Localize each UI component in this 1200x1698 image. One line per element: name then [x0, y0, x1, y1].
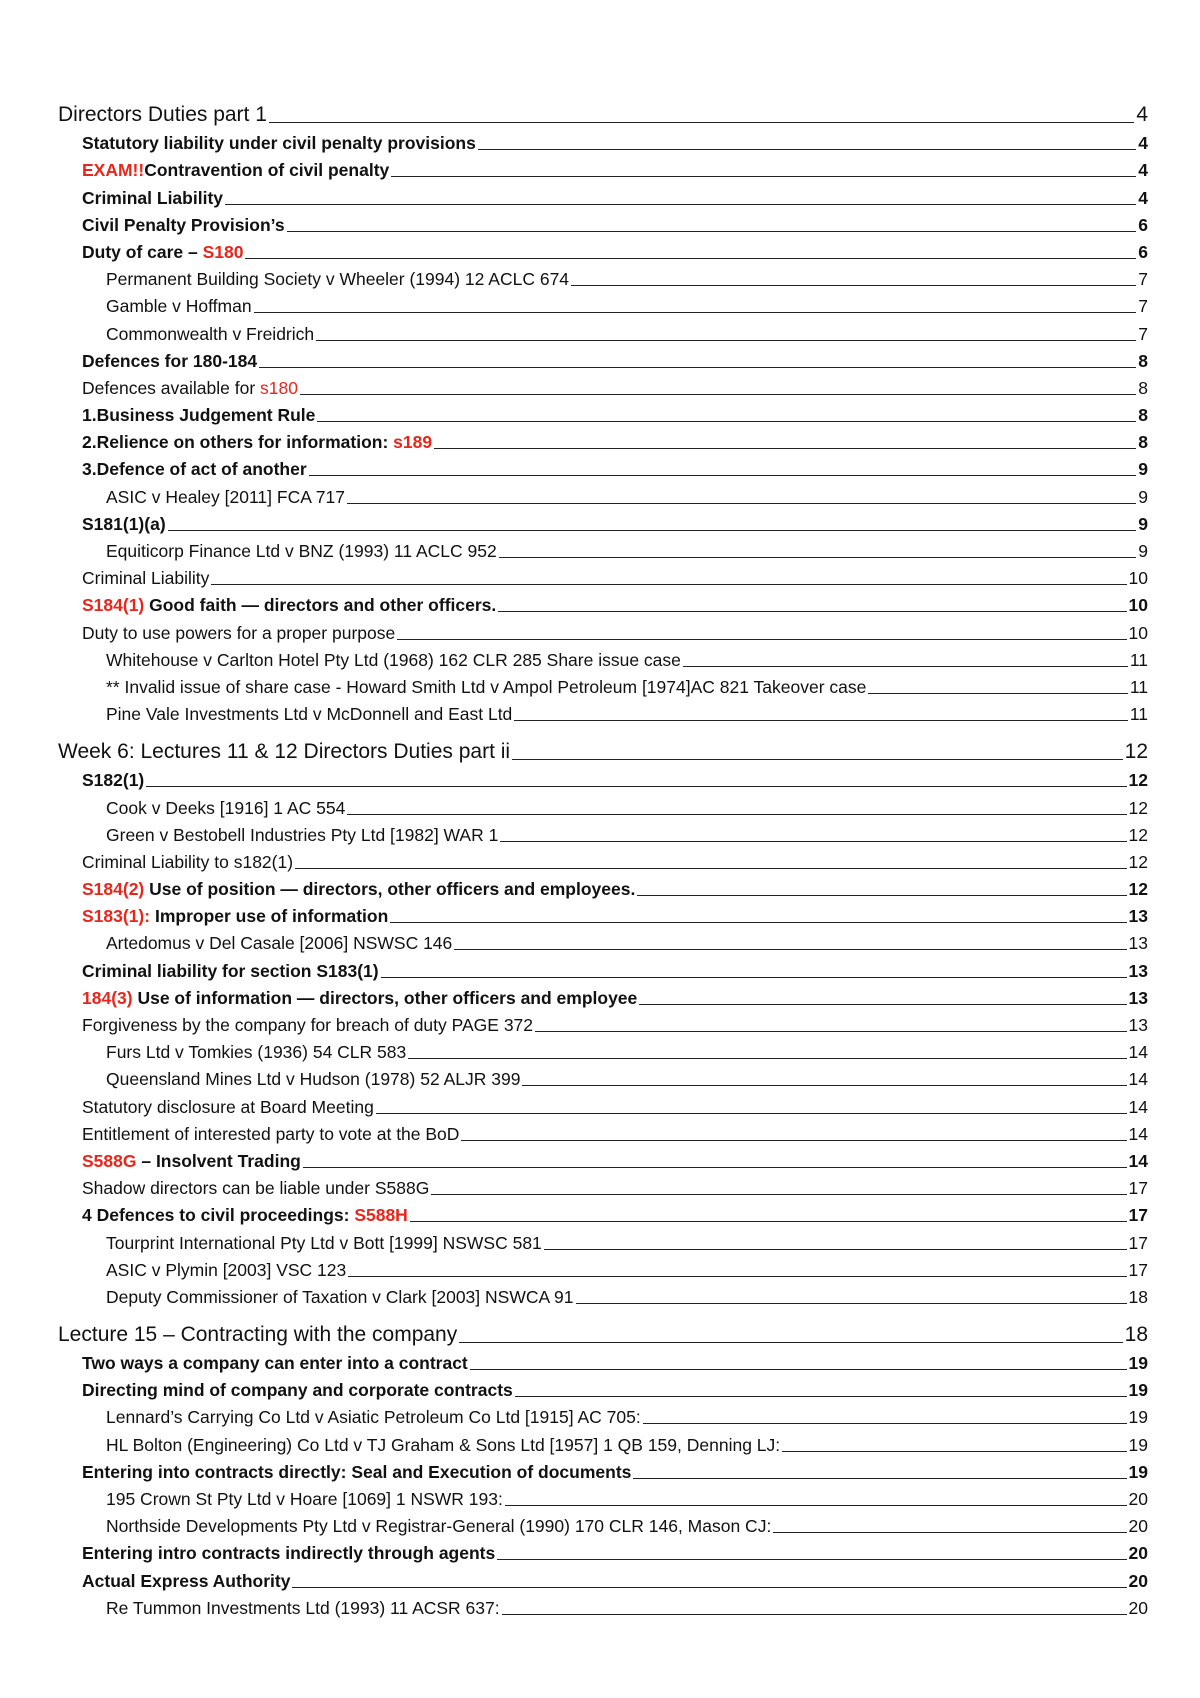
toc-leader-line [292, 1587, 1126, 1588]
toc-entry[interactable] [58, 616, 1148, 643]
toc-entry-title [82, 351, 257, 372]
toc-page-number: 12 [1128, 770, 1148, 791]
toc-page-number: 6 [1138, 241, 1148, 262]
toc-leader-line [347, 503, 1136, 504]
toc-page-number: 9 [1138, 459, 1148, 480]
toc-entry[interactable] [58, 372, 1148, 399]
toc-leader-line [498, 611, 1126, 612]
toc-leader-line [303, 1167, 1127, 1168]
toc-title-text: Entitlement of interested party to vote at the BoD [82, 1123, 460, 1144]
toc-entry[interactable] [58, 589, 1148, 616]
toc-leader-line [259, 367, 1136, 368]
toc-entry-title [106, 324, 314, 345]
toc-title-text: Duty to use powers for a proper purpose [82, 622, 396, 643]
toc-title-text: ** Invalid issue of share case - Howard Smith Ltd v Ampol Petroleum [1974]AC 821 Takeover case [106, 676, 867, 697]
toc-page-number: 14 [1128, 1096, 1148, 1117]
toc-entry[interactable] [58, 1347, 1148, 1374]
toc-leader-line [515, 1396, 1127, 1397]
toc-title-highlight: S180 [202, 241, 244, 262]
toc-entry[interactable] [58, 535, 1148, 562]
toc-title-text: ASIC v Healey [2011] FCA 717 [106, 486, 345, 507]
toc-page-number: 8 [1138, 350, 1148, 371]
toc-entry-title [82, 961, 379, 982]
toc-title-text: Gamble v Hoffman [106, 296, 252, 317]
toc-leader-line [639, 1004, 1126, 1005]
toc-title-text: 1.Business Judgement Rule [82, 405, 316, 426]
toc-entry[interactable] [58, 1510, 1148, 1537]
toc-title-text: Statutory disclosure at Board Meeting [82, 1096, 374, 1117]
toc-page-number: 10 [1128, 622, 1148, 643]
toc-entry-title [82, 514, 166, 535]
toc-leader-line [348, 1276, 1126, 1277]
toc-entry-title [82, 160, 389, 181]
toc-entry-title [106, 1260, 346, 1281]
toc-title-text: Northside Developments Pty Ltd v Registrar-General (1990) 170 CLR 146, Mason CJ: [106, 1516, 772, 1537]
toc-leader-line [683, 666, 1128, 667]
toc-page-number: 14 [1128, 1042, 1148, 1063]
toc-page-number: 4 [1138, 133, 1148, 154]
toc-entry-title [82, 623, 395, 644]
toc-entry-title [106, 1407, 641, 1428]
toc-page-number: 19 [1128, 1407, 1148, 1428]
toc-entry[interactable] [58, 954, 1148, 981]
toc-entry-title [106, 269, 569, 290]
toc-title-text: Forgiveness by the company for breach of duty PAGE 372 [82, 1015, 534, 1035]
toc-leader-line [245, 258, 1136, 259]
toc-leader-line [347, 814, 1126, 815]
toc-page-number: 17 [1128, 1232, 1148, 1253]
toc-leader-line [381, 977, 1127, 978]
toc-entry[interactable] [58, 1537, 1148, 1564]
toc-entry-title [106, 933, 452, 954]
toc-entry-title [106, 704, 512, 725]
toc-title-text: – Insolvent Trading [136, 1150, 301, 1171]
toc-page-number: 7 [1138, 269, 1148, 290]
toc-entry[interactable] [58, 644, 1148, 671]
toc-title-highlight: S184(1) [82, 595, 145, 616]
toc-entry[interactable] [58, 698, 1148, 725]
toc-leader-line [502, 1614, 1127, 1615]
toc-entry-title [106, 541, 497, 562]
toc-entry-title [106, 677, 866, 698]
toc-entry-title [106, 1287, 574, 1308]
toc-page-number: 18 [1128, 1286, 1148, 1307]
toc-title-text: Entering into contracts directly: Seal and Execution of documents [82, 1461, 632, 1482]
toc-entry-title [82, 133, 476, 154]
toc-title-text: Pine Vale Investments Ltd v McDonnell and East Ltd [106, 704, 513, 725]
toc-title-text: Permanent Building Society v Wheeler (1994) 12 ACLC 674 [106, 269, 570, 290]
toc-entry[interactable] [58, 1401, 1148, 1428]
toc-entry[interactable] [58, 154, 1148, 181]
toc-entry[interactable] [58, 1281, 1148, 1308]
toc-page-number: 6 [1138, 214, 1148, 235]
toc-entry[interactable] [58, 1090, 1148, 1117]
toc-page-number: 7 [1138, 296, 1148, 317]
toc-title-text: S182(1) [82, 770, 145, 791]
toc-entry-title [106, 487, 345, 508]
toc-entry-title [82, 906, 388, 927]
toc-leader-line [773, 1532, 1126, 1533]
toc-entry[interactable] [58, 1564, 1148, 1591]
toc-title-text: Furs Ltd v Tomkies (1936) 54 CLR 583 [106, 1042, 407, 1063]
toc-leader-line [431, 1194, 1126, 1195]
toc-entry-title [58, 103, 267, 127]
toc-title-text: ASIC v Plymin [2003] VSC 123 [106, 1259, 347, 1280]
toc-title-text: Defences for 180-184 [82, 350, 258, 371]
toc-leader-line [295, 868, 1126, 869]
toc-entry[interactable] [58, 399, 1148, 426]
toc-entry-title [82, 188, 223, 209]
toc-entry[interactable] [58, 1592, 1148, 1619]
toc-page-number: 19 [1128, 1434, 1148, 1455]
toc-entry[interactable] [58, 236, 1148, 263]
toc-entry-title [82, 852, 293, 873]
toc-entry[interactable] [58, 764, 1148, 791]
toc-page-number: 13 [1128, 933, 1148, 954]
toc-entry[interactable] [58, 1374, 1148, 1401]
toc-leader-line [309, 475, 1137, 476]
toc-leader-line [410, 1221, 1127, 1222]
toc-leader-line [505, 1505, 1127, 1506]
toc-entry[interactable] [58, 209, 1148, 236]
toc-title-highlight: s189 [393, 432, 433, 453]
toc-title-text: Green v Bestobell Industries Pty Ltd [1982] WAR 1 [106, 824, 499, 845]
toc-title-text: Directing mind of company and corporate contracts [82, 1380, 513, 1401]
toc-page-number: 11 [1129, 704, 1148, 725]
toc-leader-line [454, 949, 1126, 950]
toc-entry[interactable] [58, 1456, 1148, 1483]
toc-page-number: 8 [1138, 377, 1148, 398]
toc-leader-line [397, 639, 1126, 640]
toc-entry-title [82, 1353, 468, 1374]
toc-title-highlight: S183(1): [82, 906, 151, 927]
toc-title-highlight: S588G [82, 1150, 137, 1171]
toc-entry-title [106, 1489, 503, 1510]
toc-entry-title [106, 296, 252, 317]
toc-leader-line [499, 557, 1137, 558]
toc-entry-title [82, 1097, 374, 1118]
toc-title-text: Equiticorp Finance Ltd v BNZ (1993) 11 ACLC 952 [106, 541, 497, 561]
toc-entry[interactable] [58, 426, 1148, 453]
toc-entry-title [82, 595, 496, 616]
toc-page-number: 9 [1138, 513, 1148, 534]
toc-entry[interactable] [58, 733, 1148, 764]
toc-entry-title [82, 568, 209, 589]
toc-page-number: 10 [1128, 568, 1148, 589]
toc-page-number: 9 [1138, 541, 1148, 561]
toc-entry-title [106, 1069, 520, 1090]
toc-entry[interactable] [58, 1009, 1148, 1036]
toc-title-text: Queensland Mines Ltd v Hudson (1978) 52 ALJR 399 [106, 1069, 521, 1090]
toc-entry-title [82, 1015, 533, 1036]
toc-leader-line [300, 394, 1136, 395]
toc-page-number: 20 [1128, 1516, 1148, 1537]
toc-title-text: Contravention of civil penalty [144, 160, 390, 181]
toc-entry[interactable] [58, 873, 1148, 900]
toc-title-text: Deputy Commissioner of Taxation v Clark [2003] NSWCA 91 [106, 1286, 574, 1307]
toc-leader-line [459, 1342, 1122, 1343]
toc-entry[interactable] [58, 900, 1148, 927]
toc-page-number: 14 [1128, 1150, 1148, 1171]
toc-leader-line [434, 448, 1136, 449]
toc-entry[interactable] [58, 562, 1148, 589]
toc-title-text: Civil Penalty Provision’s [82, 214, 285, 235]
toc-leader-line [868, 693, 1127, 694]
toc-entry[interactable] [58, 819, 1148, 846]
toc-entry-title [82, 1205, 408, 1226]
toc-page-number: 9 [1138, 486, 1148, 507]
toc-entry[interactable] [58, 508, 1148, 535]
toc-title-text: Criminal liability for section S183(1) [82, 960, 379, 981]
toc-title-text: Lennard’s Carrying Co Ltd v Asiatic Petroleum Co Ltd [1915] AC 705: [106, 1407, 641, 1428]
toc-page-number: 12 [1128, 879, 1148, 900]
toc-entry[interactable] [58, 791, 1148, 818]
toc-entry-title [82, 1543, 495, 1564]
toc-leader-line [316, 340, 1136, 341]
toc-page-number: 12 [1128, 851, 1148, 872]
toc-leader-line [390, 922, 1126, 923]
toc-page-number: 4 [1138, 160, 1148, 181]
toc-leader-line [571, 285, 1136, 286]
toc-leader-line [408, 1058, 1126, 1059]
toc-page-number: 4 [1136, 103, 1148, 126]
toc-page-number: 19 [1128, 1353, 1148, 1374]
toc-entry-title [106, 825, 498, 846]
toc-leader-line [461, 1140, 1126, 1141]
toc-leader-line [254, 312, 1137, 313]
toc-title-text: Good faith — directors and other officers. [144, 595, 497, 616]
toc-leader-line [168, 530, 1137, 531]
toc-entry-title [82, 378, 298, 399]
toc-page-number: 20 [1128, 1597, 1148, 1618]
toc-page-number: 11 [1129, 676, 1148, 697]
toc-entry-title [82, 988, 637, 1009]
toc-entry-title [82, 242, 243, 263]
toc-entry[interactable] [58, 345, 1148, 372]
toc-title-text: Improper use of information [150, 906, 389, 927]
toc-page-number: 4 [1138, 187, 1148, 208]
toc-title-text: Shadow directors can be liable under S588G [82, 1178, 430, 1199]
toc-page-number: 19 [1128, 1461, 1148, 1482]
toc-entry-title [58, 1323, 457, 1347]
toc-title-text: Cook v Deeks [1916] 1 AC 554 [106, 797, 346, 818]
toc-page-number: 20 [1128, 1489, 1148, 1509]
toc-entry-title [82, 405, 315, 426]
toc-page-number: 13 [1128, 906, 1148, 927]
toc-title-text: Criminal Liability [82, 568, 210, 589]
toc-entry-title [106, 1516, 771, 1537]
toc-title-text: Re Tummon Investments Ltd (1993) 11 ACSR 637: [106, 1597, 500, 1618]
toc-page-number: 12 [1124, 740, 1148, 764]
toc-entry[interactable] [58, 127, 1148, 154]
toc-entry-title [82, 1571, 290, 1592]
toc-page-number: 8 [1138, 432, 1148, 453]
toc-page-number: 14 [1128, 1123, 1148, 1144]
toc-page-number: 14 [1128, 1069, 1148, 1090]
toc-title-text: Tourprint International Pty Ltd v Bott [1999] NSWSC 581 [106, 1232, 542, 1253]
toc-entry[interactable] [58, 1172, 1148, 1199]
toc-title-text: Use of position — directors, other officers and employees. [144, 879, 636, 900]
toc-page-number: 13 [1128, 960, 1148, 981]
toc-title-text: Commonwealth v Freidrich [106, 323, 315, 344]
toc-title-text: S181(1)(a) [82, 513, 166, 534]
toc-entry[interactable] [58, 480, 1148, 507]
toc-entry-title [82, 459, 307, 480]
toc-entry[interactable] [58, 290, 1148, 317]
toc-page-number: 7 [1138, 323, 1148, 344]
toc-entry-title [58, 740, 510, 764]
toc-page-number: 20 [1128, 1543, 1148, 1564]
toc-title-text: Use of information — directors, other officers and employee [132, 987, 638, 1008]
toc-entry-title [106, 1233, 542, 1254]
toc-entry-title [82, 1462, 631, 1483]
toc-page-number: 13 [1128, 987, 1148, 1008]
toc-entry[interactable] [58, 317, 1148, 344]
toc-leader-line [514, 720, 1128, 721]
toc-entry[interactable] [58, 1063, 1148, 1090]
toc-entry[interactable] [58, 1316, 1148, 1347]
toc-title-text: Duty of care – [82, 241, 203, 262]
toc-leader-line [497, 1559, 1126, 1560]
toc-entry[interactable] [58, 1199, 1148, 1226]
toc-leader-line [500, 841, 1126, 842]
toc-leader-line [146, 786, 1126, 787]
toc-entry[interactable] [58, 1428, 1148, 1455]
toc-leader-line [391, 176, 1136, 177]
toc-entry[interactable] [58, 982, 1148, 1009]
toc-title-highlight: s180 [260, 377, 298, 398]
toc-title-text: Two ways a company can enter into a contract [82, 1353, 468, 1374]
toc-entry-title [82, 770, 144, 791]
toc-title-text: 4 Defences to civil proceedings: [82, 1205, 355, 1226]
toc-entry-title [106, 1042, 406, 1063]
toc-title-text: Defences available for [82, 377, 261, 398]
toc-leader-line [478, 149, 1136, 150]
toc-leader-line [637, 895, 1126, 896]
table-of-contents [58, 96, 1148, 1619]
toc-title-text: 2.Relience on others for information: [82, 432, 394, 453]
toc-leader-line [782, 1451, 1126, 1452]
toc-entry[interactable] [58, 181, 1148, 208]
toc-title-text: Artedomus v Del Casale [2006] NSWSC 146 [106, 933, 453, 954]
toc-leader-line [576, 1303, 1127, 1304]
toc-entry-title [82, 1178, 429, 1199]
toc-title-text: HL Bolton (Engineering) Co Ltd v TJ Graham & Sons Ltd [1957] 1 QB 159, Denning LJ: [106, 1434, 781, 1455]
toc-entry-title [106, 1598, 500, 1619]
toc-entry[interactable] [58, 453, 1148, 480]
toc-leader-line [535, 1031, 1127, 1032]
toc-title-text: Criminal Liability [82, 187, 223, 208]
toc-entry[interactable] [58, 1483, 1148, 1510]
toc-leader-line [269, 122, 1134, 123]
toc-title-highlight: EXAM!! [82, 160, 145, 181]
toc-title-text: Statutory liability under civil penalty provisions [82, 133, 476, 154]
toc-entry[interactable] [58, 1226, 1148, 1253]
toc-page-number: 19 [1128, 1380, 1148, 1401]
toc-page-number: 17 [1128, 1178, 1148, 1199]
toc-title-text: 195 Crown St Pty Ltd v Hoare [1069] 1 NSWR 193: [106, 1489, 503, 1509]
toc-title-highlight: S184(2) [82, 879, 145, 900]
toc-entry-title [106, 650, 681, 671]
toc-entry[interactable] [58, 1118, 1148, 1145]
toc-leader-line [643, 1423, 1127, 1424]
toc-title-text: Lecture 15 – Contracting with the company [58, 1322, 458, 1346]
toc-entry[interactable] [58, 671, 1148, 698]
toc-entry[interactable] [58, 96, 1148, 127]
toc-title-text: Directors Duties part 1 [58, 103, 267, 126]
toc-leader-line [522, 1085, 1126, 1086]
toc-entry[interactable] [58, 846, 1148, 873]
toc-entry[interactable] [58, 1254, 1148, 1281]
toc-entry-title [106, 798, 345, 819]
toc-entry-title [82, 1151, 301, 1172]
toc-entry[interactable] [58, 1036, 1148, 1063]
toc-title-text: Entering intro contracts indirectly through agents [82, 1543, 496, 1564]
toc-leader-line [225, 204, 1136, 205]
toc-title-text: Criminal Liability to s182(1) [82, 851, 294, 872]
toc-entry-title [82, 432, 432, 453]
toc-leader-line [211, 584, 1126, 585]
toc-page-number: 11 [1129, 649, 1148, 670]
toc-page-number: 17 [1128, 1205, 1148, 1226]
toc-page-number: 8 [1138, 405, 1148, 426]
toc-page-number: 18 [1124, 1322, 1148, 1346]
toc-leader-line [287, 231, 1137, 232]
toc-leader-line [376, 1113, 1127, 1114]
toc-entry-title [82, 1380, 513, 1401]
toc-entry-title [82, 879, 635, 900]
toc-title-text: Week 6: Lectures 11 & 12 Directors Duties part ii [58, 740, 511, 764]
toc-entry[interactable] [58, 263, 1148, 290]
toc-leader-line [317, 421, 1136, 422]
toc-title-text: 3.Defence of act of another [82, 459, 307, 480]
toc-leader-line [512, 759, 1123, 760]
toc-entry-title [82, 1124, 459, 1145]
toc-entry-title [82, 215, 285, 236]
toc-page-number: 17 [1128, 1259, 1148, 1280]
toc-title-highlight: 184(3) [82, 987, 133, 1008]
toc-leader-line [633, 1478, 1126, 1479]
toc-entry[interactable] [58, 1145, 1148, 1172]
toc-page-number: 10 [1128, 595, 1148, 616]
toc-entry[interactable] [58, 927, 1148, 954]
toc-page-number: 12 [1128, 797, 1148, 818]
toc-page-number: 20 [1128, 1570, 1148, 1591]
toc-title-highlight: S588H [354, 1205, 408, 1226]
toc-leader-line [544, 1249, 1127, 1250]
toc-leader-line [470, 1369, 1127, 1370]
toc-title-text: Actual Express Authority [82, 1570, 291, 1591]
toc-page-number: 13 [1128, 1015, 1148, 1035]
toc-title-text: Whitehouse v Carlton Hotel Pty Ltd (1968) 162 CLR 285 Share issue case [106, 649, 681, 670]
toc-page-number: 12 [1128, 824, 1148, 845]
toc-entry-title [106, 1435, 780, 1456]
